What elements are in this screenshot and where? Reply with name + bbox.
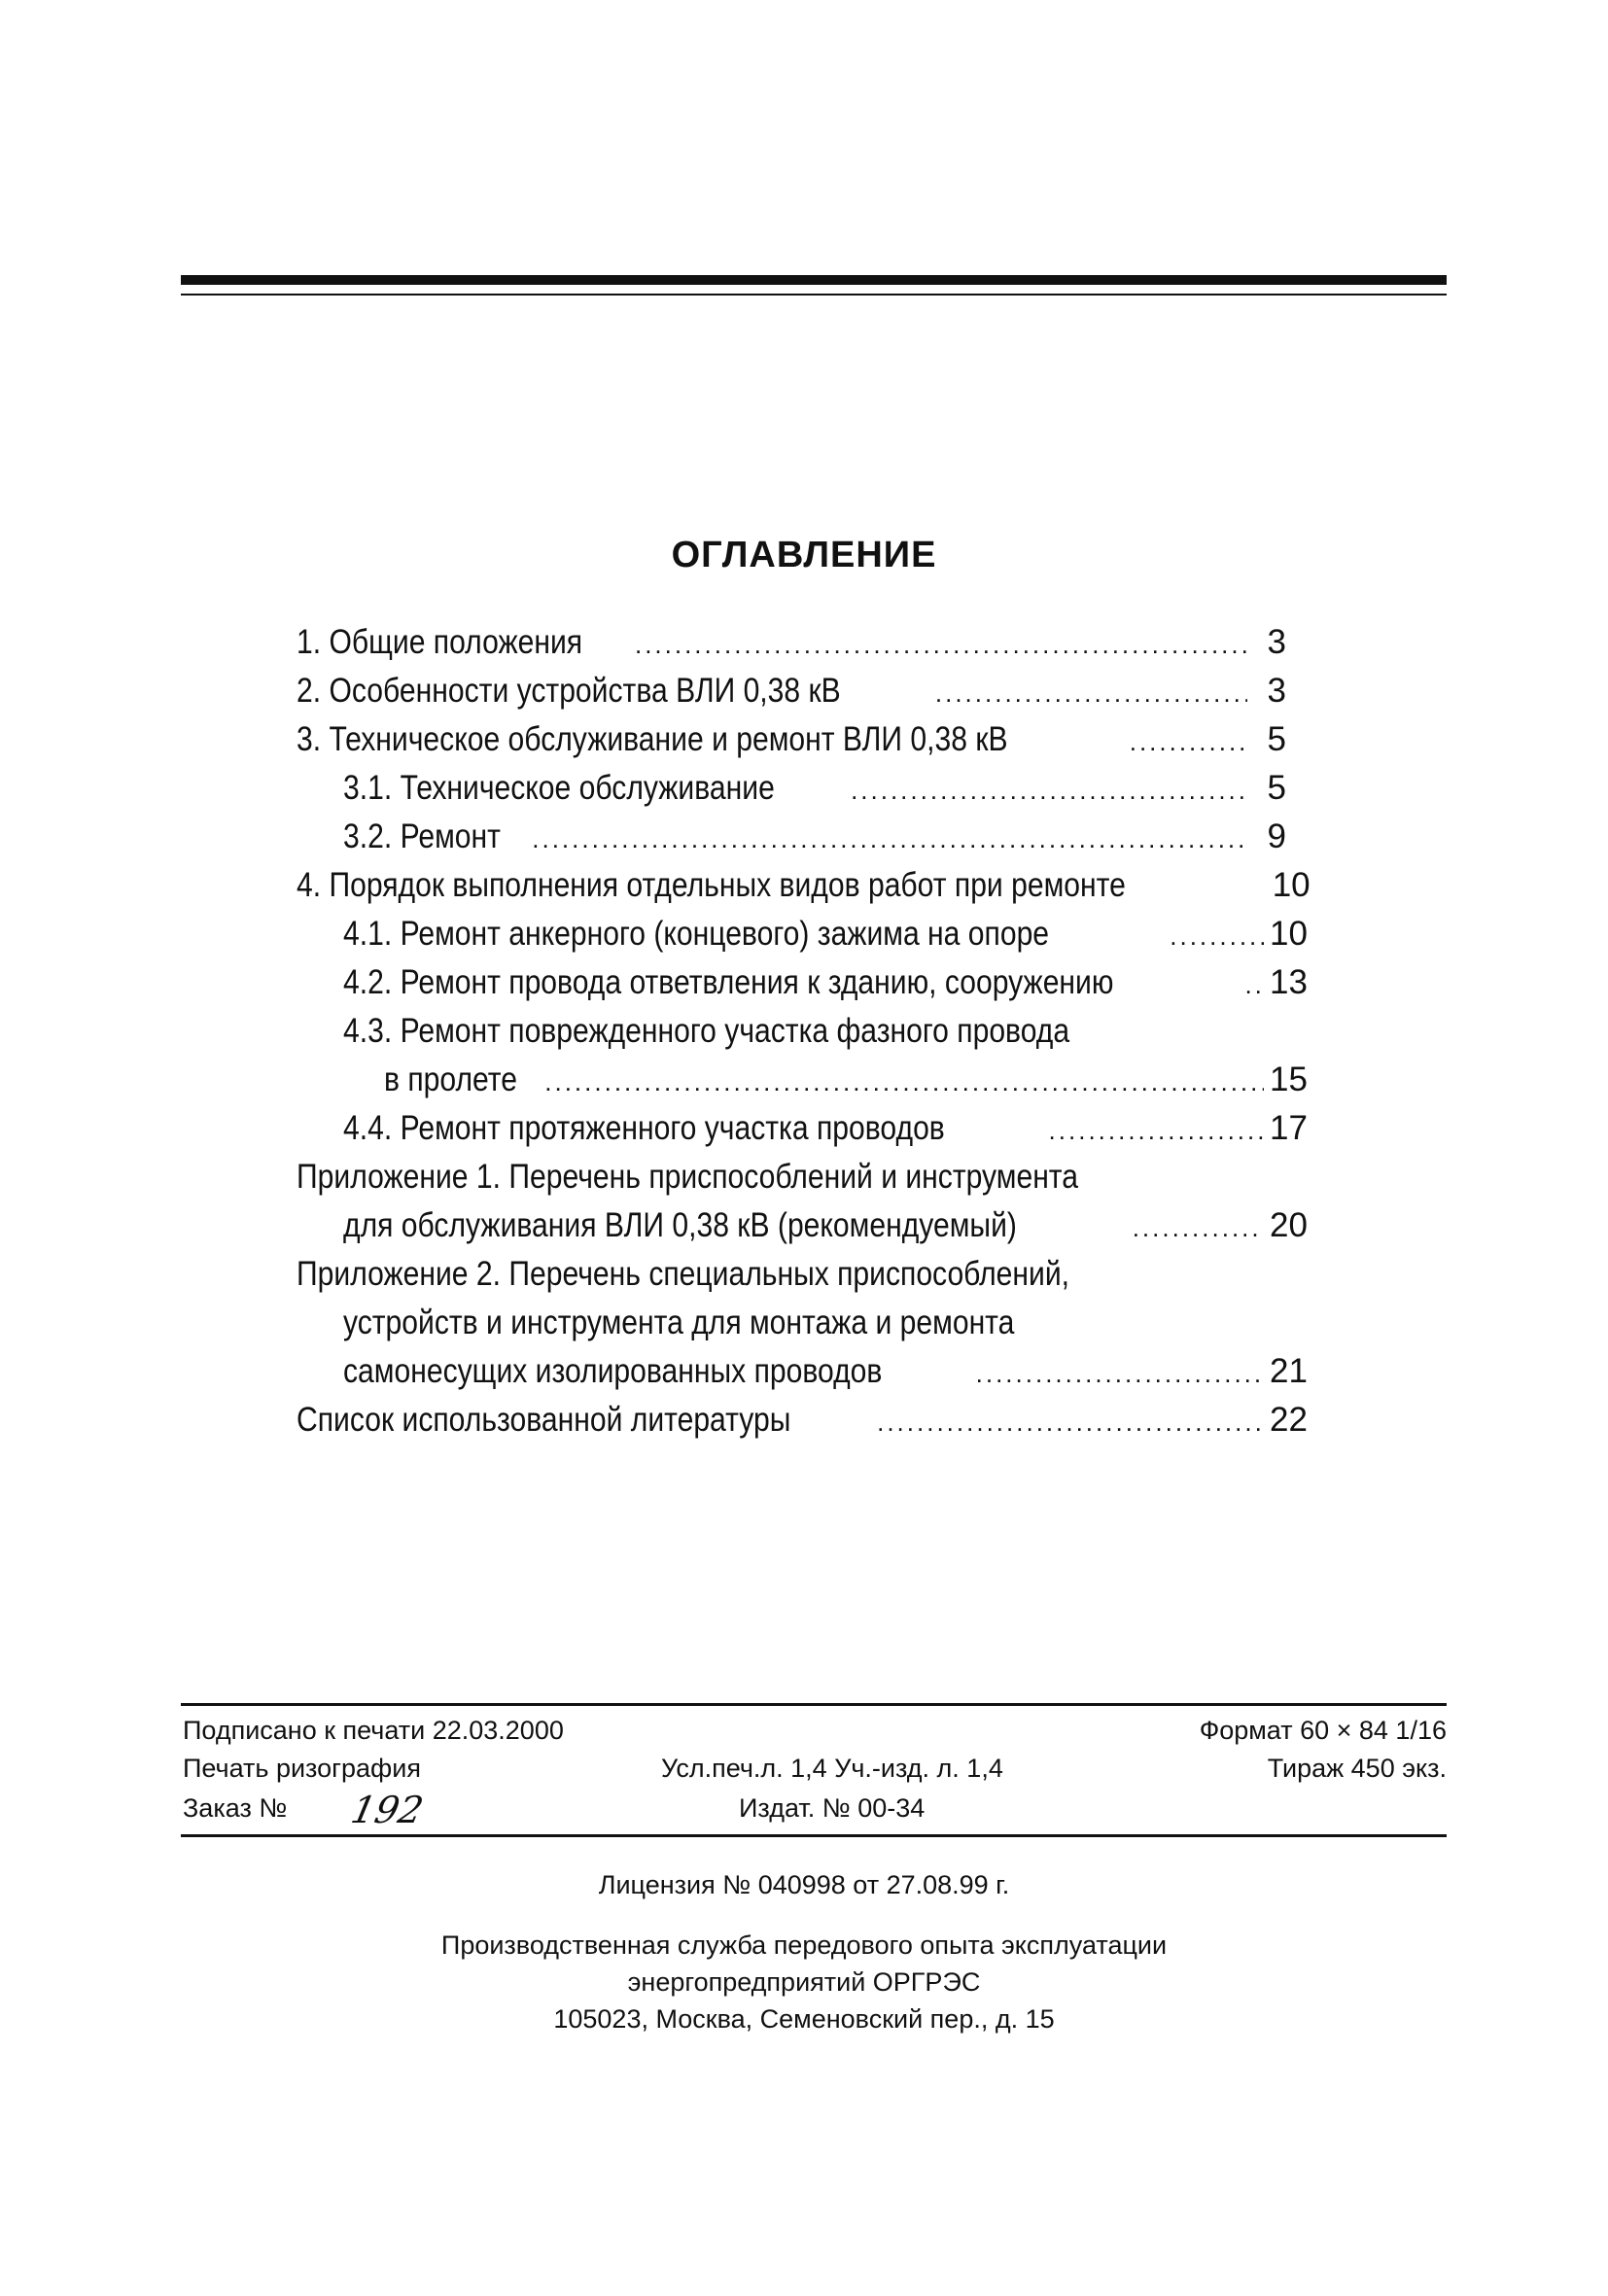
imprint-order-label: Заказ № — [183, 1793, 288, 1823]
toc-entry — [297, 1398, 1308, 1443]
toc-entry-title: 4.4. Ремонт протяженного участка проводов — [343, 1109, 945, 1147]
imprint-signed: Подписано к печати 22.03.2000 — [183, 1716, 564, 1745]
toc-entry-title: 3.1. Техническое обслуживание — [343, 769, 775, 807]
toc-entry-page: 3 — [1267, 623, 1286, 661]
imprint-rule-bottom — [181, 1834, 1447, 1837]
toc-entry-title: 1. Общие положения — [297, 623, 583, 661]
toc-entry-page: 15 — [1270, 1061, 1308, 1098]
toc-entry-title: в пролете — [384, 1061, 517, 1098]
toc-entry — [384, 1058, 1308, 1102]
toc-leader-dots — [1130, 719, 1247, 764]
toc-leader-dots — [1133, 1205, 1264, 1250]
toc-entry — [297, 620, 1286, 665]
toc-leader-dots — [877, 1400, 1264, 1444]
toc-leader-dots — [1170, 914, 1264, 958]
toc-entry-title: 4. Порядок выполнения отдельных видов работ при ремонте — [297, 866, 1126, 904]
toc-leader-dots — [1049, 1108, 1264, 1153]
toc-entry — [343, 766, 1286, 811]
toc-entry — [297, 1155, 1303, 1200]
toc-leader-dots — [635, 622, 1247, 667]
toc-entry — [343, 912, 1308, 957]
toc-leader-dots — [1244, 962, 1264, 1007]
toc-leader-dots — [532, 817, 1247, 861]
toc-entry-title: Список использованной литературы — [297, 1401, 791, 1439]
header-rule-thin — [181, 294, 1447, 296]
toc-entry — [343, 1009, 1303, 1054]
toc-entry-title: Приложение 2. Перечень специальных приспособлений, — [297, 1255, 1070, 1293]
toc-entry-title: Приложение 1. Перечень приспособлений и инструмента — [297, 1158, 1079, 1196]
toc-title: ОГЛАВЛЕНИЕ — [671, 535, 937, 575]
toc-entry-title: 4.3. Ремонт поврежденного участка фазного провода — [343, 1012, 1070, 1050]
toc-entry-title: 2. Особенности устройства ВЛИ 0,38 кВ — [297, 672, 841, 710]
license-line: Лицензия № 040998 от 27.08.99 г. — [598, 1870, 1010, 1899]
toc-entry-page: 10 — [1272, 866, 1311, 904]
imprint-sheets: Усл.печ.л. 1,4 Уч.-изд. л. 1,4 — [661, 1754, 1003, 1783]
toc-entry — [297, 863, 1311, 908]
toc-leader-dots — [976, 1351, 1264, 1396]
toc-entry-title: 4.1. Ремонт анкерного (концевого) зажима на опоре — [343, 915, 1050, 953]
toc-entry-title: самонесущих изолированных проводов — [343, 1352, 883, 1390]
toc-entry — [343, 1106, 1308, 1151]
toc-entry-title: 3. Техническое обслуживание и ремонт ВЛИ 0,38 кВ — [297, 720, 1008, 758]
toc-entry — [297, 669, 1286, 713]
imprint-run: Тираж 450 экз. — [1267, 1754, 1447, 1783]
toc-entry-page: 22 — [1270, 1401, 1308, 1439]
toc-entry-page: 17 — [1270, 1109, 1308, 1147]
toc-entry-title: устройств и инструмента для монтажа и ремонта — [343, 1304, 1015, 1341]
toc-entry — [343, 815, 1286, 859]
imprint-order-number: 192 — [347, 1789, 428, 1831]
toc-entry-title: 4.2. Ремонт провода ответвления к зданию, сооружению — [343, 963, 1114, 1001]
toc-entry-page: 13 — [1270, 963, 1308, 1001]
toc-entry-title: для обслуживания ВЛИ 0,38 кВ (рекомендуемый) — [343, 1206, 1017, 1244]
toc-entry-page: 5 — [1267, 769, 1286, 807]
toc-entry-page: 3 — [1267, 672, 1286, 710]
toc-entry — [297, 1252, 1303, 1297]
imprint-format: Формат 60 × 84 1/16 — [1199, 1716, 1447, 1745]
publisher-line-1: Производственная служба передового опыта эксплуатации — [440, 1931, 1168, 1960]
header-rule-thick — [181, 275, 1447, 285]
toc-entry-page: 5 — [1267, 720, 1286, 758]
toc-entry — [343, 1349, 1308, 1394]
toc-entry — [343, 1203, 1308, 1248]
imprint-publ-number: Издат. № 00-34 — [739, 1793, 926, 1823]
publisher-line-2: энергопредприятий ОРГРЭС — [627, 1967, 981, 1997]
publisher-line-3: 105023, Москва, Семеновский пер., д. 15 — [553, 2004, 1055, 2034]
toc-leader-dots — [851, 768, 1247, 813]
toc-entry — [343, 960, 1308, 1005]
toc-leader-dots — [544, 1060, 1264, 1104]
imprint-print-type: Печать ризография — [183, 1754, 421, 1783]
toc-entry — [297, 717, 1286, 762]
toc-entry-page: 9 — [1267, 818, 1286, 855]
toc-entry-page: 20 — [1270, 1206, 1308, 1244]
toc-entry — [343, 1301, 1303, 1345]
toc-leader-dots — [935, 671, 1247, 715]
toc-entry-page: 10 — [1270, 915, 1308, 953]
imprint-rule-top — [181, 1703, 1447, 1706]
toc-entry-title: 3.2. Ремонт — [343, 818, 501, 855]
toc-entry-page: 21 — [1270, 1352, 1308, 1390]
